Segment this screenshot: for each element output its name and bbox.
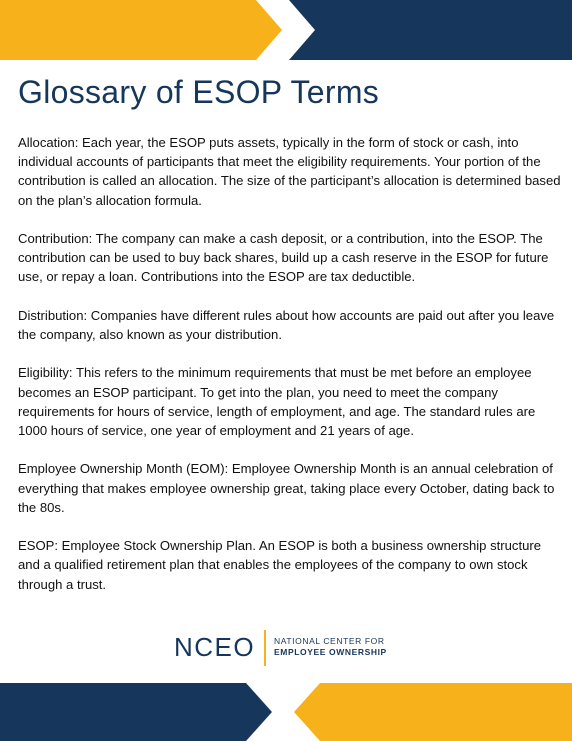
logo-divider (264, 630, 266, 666)
logo-wordmark: NCEO (174, 632, 256, 662)
term-esop: ESOP: Employee Stock Ownership Plan. An ESOP is both a business ownership structure and a qualified retirement plan that enables the employees of the company to own stock through a trust. (18, 538, 542, 592)
term-employee-ownership-month: Employee Ownership Month (EOM): Employee Ownership Month is an annual celebration of everything that makes employee ownership great, taking place every October, dating back to the 80s. (18, 461, 555, 515)
top-decorative-band (0, 0, 572, 60)
bottom-gold-chevron (294, 683, 572, 741)
page-title: Glossary of ESOP Terms (18, 74, 380, 110)
term-distribution: Distribution: Companies have different rules about how accounts are paid out after you leave the company, also known as your distribution. (18, 307, 555, 342)
bottom-navy-chevron (0, 683, 272, 741)
term-allocation: Allocation: Each year, the ESOP puts assets, typically in the form of stock or cash, into individual accounts of participants that meet the eligibility requirements. Your portion of the contribution is called an allocation. The size of the participant’s allocation is determined based on the plan’s allocation formula. (18, 135, 561, 208)
glossary-terms (18, 133, 563, 613)
term-eligibility: Eligibility: This refers to the minimum requirements that must be met before an employee becomes an ESOP participant. To get into the plan, you need to meet the company requirements for hours of service, length of employment, and age. The standard rules are 1000 hours of service, one year of employment and 21 years of age. (18, 365, 536, 438)
logo-subtitle (274, 636, 387, 658)
top-gold-chevron (0, 0, 282, 60)
logo-line-2: EMPLOYEE OWNERSHIP (274, 647, 387, 657)
logo-line-1: NATIONAL CENTER FOR (274, 636, 385, 646)
nceo-logo (0, 628, 572, 668)
bottom-decorative-band (0, 683, 572, 741)
term-contribution: Contribution: The company can make a cash deposit, or a contribution, into the ESOP. The contribution can be used to buy back shares, build up a cash reserve in the ESOP for future use, or repay a loan. Contributions into the ESOP are tax deductible. (18, 231, 549, 285)
top-navy-chevron (289, 0, 572, 60)
